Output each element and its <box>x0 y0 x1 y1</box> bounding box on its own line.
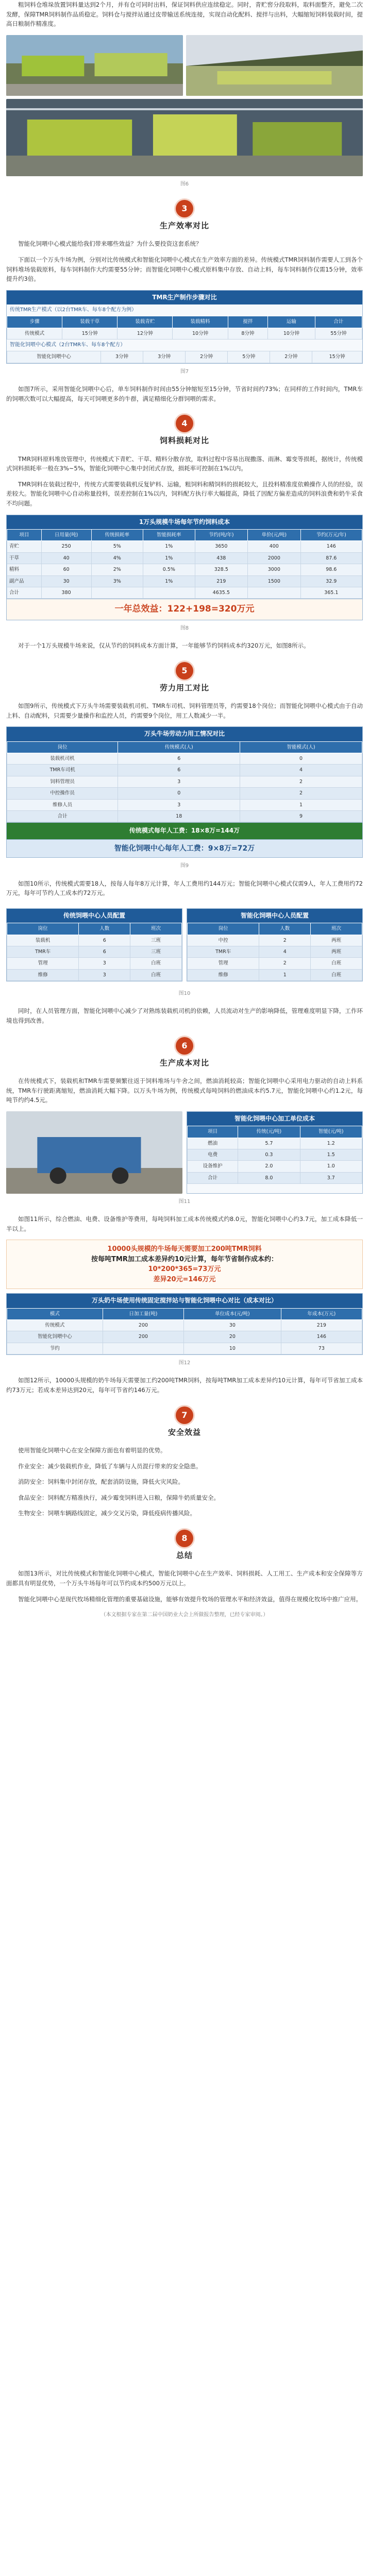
savings-callout-line-4: 差异20元=146万元 <box>153 1275 216 1283</box>
loss-header: 节约(吨/年) <box>195 530 248 541</box>
table-row <box>7 799 362 810</box>
fuel-cell: 智能化饲喂中心 <box>7 1331 103 1343</box>
table-row <box>188 1149 362 1160</box>
loss-cell: 1% <box>143 541 195 552</box>
loss-cell: 1% <box>143 552 195 564</box>
section-8-title: 总结 <box>176 1551 193 1560</box>
fuel-cell: 146 <box>281 1331 362 1343</box>
table-row <box>7 564 362 575</box>
traditional-roster-table <box>7 923 182 981</box>
labor-cell: 0 <box>240 753 362 765</box>
cost-cell: 1.5 <box>300 1149 362 1160</box>
cost-cell: 燃油 <box>188 1138 238 1149</box>
figure-10-caption: 图10 <box>178 991 191 997</box>
table-row <box>7 328 362 339</box>
tmr-trad-cell: 传统模式 <box>7 328 62 339</box>
loss-cell: 干草 <box>7 552 42 564</box>
loss-cell: 5% <box>91 541 143 552</box>
processing-cost-header-row <box>7 1308 362 1319</box>
cost-cell: 1.2 <box>300 1138 362 1149</box>
tmr-header-step: 步骤 <box>7 316 62 328</box>
table-row <box>7 541 362 552</box>
fuel-cell: 20 <box>184 1331 281 1343</box>
roster-cell: TMR车 <box>188 946 259 958</box>
loss-cell: 219 <box>195 575 248 587</box>
table-row <box>7 810 362 822</box>
feed-saving-panel <box>6 515 363 620</box>
section-6-paragraph-3: 如图12所示，10000头规模的奶牛场每天需要加工约200吨TMR饲料，按每吨TMR加工成本差异约10元计算，每年可节省加工成本约73万元；若成本差异达到20元，每年可节省约146万元。 <box>6 1377 363 1394</box>
loss-cell: 副产品 <box>7 575 42 587</box>
fuel-cell: 节约 <box>7 1343 103 1354</box>
fuel-cell: 30 <box>184 1320 281 1331</box>
table-row <box>7 552 362 564</box>
traditional-labor-cost-banner: 传统模式每年人工费：18×8万=144万 <box>7 822 362 839</box>
processing-machine-photo <box>6 1111 182 1194</box>
loss-cell: 60 <box>41 564 91 575</box>
tmr-smart-cell: 3分钟 <box>101 351 143 363</box>
section-5-header <box>6 662 363 694</box>
section-5-title: 劳力用工对比 <box>159 683 209 692</box>
tmr-smart-cell: 智能化饲喂中心 <box>7 351 101 363</box>
loss-cell: 4635.5 <box>195 587 248 598</box>
roster-header-row <box>7 923 182 935</box>
section-8-header <box>6 1530 363 1562</box>
roster-cell: 管理 <box>188 958 259 969</box>
labor-cell: 9 <box>240 810 362 822</box>
roster-cell: 两班 <box>311 935 362 946</box>
processing-cost-table <box>7 1308 362 1355</box>
savings-callout-line-3: 10*200*365=73万元 <box>148 1265 221 1274</box>
roster-cell: 4 <box>259 946 311 958</box>
cost-cell: 合计 <box>188 1172 238 1183</box>
cost-header: 智能(元/吨) <box>300 1126 362 1138</box>
tmr-header-total: 合计 <box>315 316 362 328</box>
cost-cell: 5.7 <box>238 1138 300 1149</box>
table-row <box>7 1343 362 1354</box>
section-8-paragraph-1: 如图13所示，对比传统模式和智能化饲喂中心模式，智能化饲喂中心在生产效率、饲料损耗、人工用工、生产成本和安全保障等方面都具有明显优势，一个万头牛场每年可以节约成本约500万元以上。 <box>6 1570 363 1587</box>
section-4-paragraph-2: TMR饲料在装载过程中，传统方式需要装载机反复铲料、运输，粗饲料和精饲料的损耗较大，且投料精准度依赖操作人员的经验，误差较大。智能化饲喂中心自动称量投料，误差控制在1%以内，饲料配方执行率大幅提高，降低了因配方偏差造成的饲料浪费和奶牛采食不均问题。 <box>6 480 363 507</box>
roster-cell: 3 <box>79 969 130 980</box>
fuel-cell <box>103 1343 183 1354</box>
roster-cell: 1 <box>259 969 311 980</box>
section-7-number: 7 <box>176 1406 193 1424</box>
figure-11-caption: 图11 <box>178 1198 191 1205</box>
loss-cell: 青贮 <box>7 541 42 552</box>
section-7-paragraph: 使用智能化饲喂中心在安全保障方面也有着明显的优势。 <box>18 1446 166 1454</box>
labor-cell: 1 <box>240 799 362 810</box>
labor-header-row <box>7 741 362 753</box>
cost-header: 项目 <box>188 1126 238 1138</box>
loss-cell: 98.6 <box>300 564 362 575</box>
table-row <box>7 765 362 776</box>
fuel-cell: 219 <box>281 1320 362 1331</box>
labor-cell: 0 <box>118 788 240 799</box>
section-6-paragraph-2: 如图11所示，综合燃油、电费、设备维护等费用，每吨饲料加工成本传统模式约8.0元，智能化饲喂中心约3.7元，加工成本降低一半以上。 <box>6 1215 363 1232</box>
section-3-paragraph-1: 智能化饲喂中心模式能给我们带来哪些效益？为什么要投资这套系统？ <box>18 240 202 248</box>
figure-8-caption: 图8 <box>180 625 189 631</box>
table-row <box>7 788 362 799</box>
roster-cell: 6 <box>79 935 130 946</box>
section-4-paragraph-3: 对于一个1万头规模牛场来说，仅从节约的饲料成本方面计算，一年能够节约饲料成本约320万元，如图8所示。 <box>18 642 310 650</box>
tmr-trad-caption: 传统TMR生产模式（以2台TMR车、每车8个配方为例） <box>10 307 137 313</box>
tmr-smart-caption: 智能化饲喂中心模式（2台TMR车、每车8个配方） <box>10 342 126 348</box>
loss-header: 日用量(吨) <box>41 530 91 541</box>
table-row <box>7 969 182 980</box>
cost-cell: 设备维护 <box>188 1161 238 1172</box>
safety-item-food: 食品安全：饲料配方精准执行，减少霉变饲料进入日粮，保障牛奶质量安全。 <box>18 1494 220 1501</box>
loss-cell: 2000 <box>248 552 301 564</box>
tmr-trad-cell: 10分钟 <box>268 328 315 339</box>
smart-roster-table <box>187 923 362 981</box>
loss-cell: 438 <box>195 552 248 564</box>
tmr-trad-cell: 12分钟 <box>118 328 173 339</box>
tmr-smart-cell: 15分钟 <box>312 351 362 363</box>
section-7-title: 安全效益 <box>167 1427 201 1437</box>
tmr-compare-panel <box>6 290 363 364</box>
loss-cell: 3000 <box>248 564 301 575</box>
processing-cost-title: 万头奶牛场使用传统固定搅拌站与智能化饲喂中心对比（成本对比） <box>7 1294 362 1308</box>
loss-cell: 1500 <box>248 575 301 587</box>
roster-header: 班次 <box>130 923 182 935</box>
section-5-paragraph-1: 如图9所示，传统模式下万头牛场需要装载机司机、TMR车司机、饲料管理员等，约需要18个岗位；而智能化饲喂中心模式由于自动上料、自动配料，只需要少量操作和监控人员，约需要9个岗位，用工人数减少一半。 <box>6 702 363 719</box>
roster-cell: 白班 <box>130 958 182 969</box>
labor-panel <box>6 726 363 858</box>
loss-cell: 250 <box>41 541 91 552</box>
tmr-smart-table <box>7 351 362 363</box>
roster-comparison <box>6 904 363 986</box>
roster-cell: 3 <box>79 958 130 969</box>
section-3-number: 3 <box>176 200 193 217</box>
figure-9-caption: 图9 <box>180 863 189 869</box>
tmr-header-mix: 搅拌 <box>228 316 268 328</box>
tmr-header-silage: 装载青贮 <box>118 316 173 328</box>
cost-cell: 0.3 <box>238 1149 300 1160</box>
fuel-header: 日加工量(吨) <box>103 1308 183 1319</box>
labor-cell: 中控操作员 <box>7 788 118 799</box>
cost-header: 传统(元/吨) <box>238 1126 300 1138</box>
labor-cell: 维修人员 <box>7 799 118 810</box>
figure-7-caption: 图7 <box>180 368 189 375</box>
cost-cell: 1.0 <box>300 1161 362 1172</box>
loss-cell: 精料 <box>7 564 42 575</box>
loss-cell: 4% <box>91 552 143 564</box>
feed-saving-title: 1万头规模牛场每年节约饲料成本 <box>7 515 362 529</box>
roster-cell: 白班 <box>311 958 362 969</box>
table-row <box>7 935 182 946</box>
table-row <box>7 753 362 765</box>
feed-storage-photo <box>6 35 183 96</box>
feed-saving-header-row <box>7 530 362 541</box>
fuel-cell: 传统模式 <box>7 1320 103 1331</box>
section-3-title: 生产效率对比 <box>159 221 209 231</box>
labor-cell: 合计 <box>7 810 118 822</box>
roster-cell: 2 <box>259 958 311 969</box>
fuel-cell: 10 <box>184 1343 281 1354</box>
tmr-header-concentrate: 装载精料 <box>173 316 228 328</box>
table-row <box>7 776 362 787</box>
section-8-number: 8 <box>176 1530 193 1547</box>
loss-cell: 3650 <box>195 541 248 552</box>
roster-cell: 装载机 <box>7 935 79 946</box>
table-row <box>188 1172 362 1183</box>
smart-labor-cost-banner: 智能化饲喂中心每年人工费：9×8万=72万 <box>7 839 362 858</box>
loss-cell <box>143 587 195 598</box>
roster-cell: 中控 <box>188 935 259 946</box>
roster-cell: 白班 <box>130 969 182 980</box>
loss-cell: 40 <box>41 552 91 564</box>
labor-cell: TMR车司机 <box>7 765 118 776</box>
loss-cell: 30 <box>41 575 91 587</box>
table-row <box>7 351 362 363</box>
savings-callout-line-1: 10000头规模的牛场每天需要加工200吨TMR饲料 <box>107 1245 262 1253</box>
safety-item-operation: 作业安全：减少装载机作业，降低了车辆与人员混行带来的安全隐患。 <box>18 1462 202 1470</box>
fuel-cell: 200 <box>103 1320 183 1331</box>
traditional-roster-title: 传统饲喂中心人员配置 <box>7 909 182 923</box>
loss-cell <box>248 587 301 598</box>
labor-cell: 6 <box>118 753 240 765</box>
table-row <box>7 946 182 958</box>
figure-6-caption: 图6 <box>180 181 189 187</box>
section-6-paragraph-1: 在传统模式下，装载机和TMR车需要频繁往返于饲料堆场与牛舍之间，燃油消耗较高；智能化饲喂中心采用电力驱动的自动上料系统，TMR车行驶距离缩短，燃油消耗大幅下降。以万头牛场为例，传统模式每吨饲料的燃油成本约5.7元，智能化饲喂中心约1.2元，每吨节约约4.5元。 <box>6 1077 363 1104</box>
roster-cell: 三班 <box>130 935 182 946</box>
tmr-header-transport: 运输 <box>268 316 315 328</box>
section-4-title: 饲料损耗对比 <box>159 436 209 446</box>
section-3-paragraph-3: 如图7所示，采用智能化饲喂中心后，单车饲料制作时间由55分钟缩短至15分钟，节省时间约73%；在同样的工作时间内，TMR车的饲喂次数可以大幅提高，每天可饲喂更多的牛群，满足精细化分群饲喂的需求。 <box>6 385 363 402</box>
section-6-number: 6 <box>176 1037 193 1055</box>
labor-cell: 饲料管理员 <box>7 776 118 787</box>
processing-cost-panel <box>6 1293 363 1355</box>
labor-header: 岗位 <box>7 741 118 753</box>
tmr-trad-cell: 10分钟 <box>173 328 228 339</box>
feed-center-photos <box>6 35 363 176</box>
loss-cell: 146 <box>300 541 362 552</box>
roster-header: 人数 <box>259 923 311 935</box>
loss-cell: 2% <box>91 564 143 575</box>
roster-header: 岗位 <box>7 923 79 935</box>
table-row <box>188 969 362 980</box>
section-5-number: 5 <box>176 662 193 680</box>
tmr-compare-header-row <box>7 316 362 328</box>
table-row <box>188 1161 362 1172</box>
labor-cell: 18 <box>118 810 240 822</box>
figure-12-caption: 图12 <box>178 1360 191 1366</box>
safety-item-fire: 消防安全：饲料集中封闭存放，配套消防设施，降低火灾风险。 <box>18 1478 184 1486</box>
section-5-paragraph-2: 如图10所示，传统模式需要18人，按每人每年8万元计算，年人工费用约144万元；智能化饲喂中心模式仅需9人，年人工费用约72万元，每年可节约人工成本约72万元。 <box>6 879 363 897</box>
table-row <box>7 958 182 969</box>
fuel-header: 模式 <box>7 1308 103 1319</box>
unit-cost-title: 智能化饲喂中心加工单位成本 <box>187 1112 362 1126</box>
table-row <box>188 935 362 946</box>
tmr-smart-cell: 3分钟 <box>143 351 186 363</box>
roster-cell: 白班 <box>311 969 362 980</box>
table-row <box>7 1331 362 1343</box>
section-4-header <box>6 415 363 447</box>
traditional-roster-panel <box>6 908 182 981</box>
intro-paragraph: 粗饲料仓堆垛放置饲料量达到2个月，并有仓可同时出料，保证饲料供应连续稳定。同时，青贮窖分段取料，取料面整齐，避免二次发酵，保障TMR饲料制作品质稳定。饲料仓与搅拌站通过皮带输送系统连接，实现自动化配料、搅拌与出料，大幅缩短饲料装载时间，提高日粮制作精准度。 <box>6 1 363 28</box>
roster-cell: 维修 <box>188 969 259 980</box>
roster-header: 岗位 <box>188 923 259 935</box>
loss-header: 单价(元/吨) <box>248 530 301 541</box>
tmr-trad-cell: 15分钟 <box>62 328 118 339</box>
section-6-header <box>6 1037 363 1069</box>
loss-cell: 400 <box>248 541 301 552</box>
roster-cell: 三班 <box>130 946 182 958</box>
loss-cell <box>91 587 143 598</box>
table-row <box>188 1138 362 1149</box>
loss-cell: 87.6 <box>300 552 362 564</box>
section-4-paragraph-1: TMR饲料原料堆放管理中，传统模式下青贮、干草、精料分散存放，取料过程中容易出现撒落、雨淋、霉变等损耗，据统计，传统模式饲料损耗率一般在3%~5%，智能化饲喂中心集中封闭式存放，损耗率可控制在1%以内。 <box>6 455 363 472</box>
section-4-number: 4 <box>176 415 193 432</box>
unit-cost-table <box>187 1126 362 1184</box>
section-8-paragraph-2: 智能化饲喂中心是现代牧场精细化管理的重要基础设施，能够有效提升牧场的管理水平和经济效益，值得在规模化牧场中推广应用。 <box>18 1595 362 1603</box>
loss-cell: 380 <box>41 587 91 598</box>
tmr-compare-title: TMR生产制作步骤对比 <box>7 291 362 304</box>
tmr-compare-table <box>7 316 362 340</box>
tmr-trad-cell: 8分钟 <box>228 328 268 339</box>
roster-header: 人数 <box>79 923 130 935</box>
smart-roster-title: 智能化饲喂中心人员配置 <box>187 909 362 923</box>
labor-cell: 3 <box>118 799 240 810</box>
labor-cell: 3 <box>118 776 240 787</box>
tmr-smart-cell: 2分钟 <box>186 351 228 363</box>
loss-cell: 合计 <box>7 587 42 598</box>
roster-cell: 维修 <box>7 969 79 980</box>
smart-roster-panel <box>187 908 363 981</box>
cost-cell: 电费 <box>188 1149 238 1160</box>
roster-cell: TMR车 <box>7 946 79 958</box>
labor-cell: 6 <box>118 765 240 776</box>
conveyor-system-photo <box>6 99 363 176</box>
table-row <box>7 587 362 598</box>
section-6-title: 生产成本对比 <box>159 1058 209 1067</box>
roster-header-row <box>188 923 362 935</box>
roster-cell: 两班 <box>311 946 362 958</box>
table-row <box>188 958 362 969</box>
tmr-trad-cell: 55分钟 <box>315 328 362 339</box>
savings-callout <box>6 1240 363 1289</box>
labor-panel-title: 万头牛场劳动力用工情况对比 <box>7 727 362 741</box>
fuel-cell: 200 <box>103 1331 183 1343</box>
section-3-paragraph-2: 下面以一个万头牛场为例，分别对比传统模式和智能化饲喂中心模式在生产效率方面的差异。传统模式TMR饲料制作需要人工到各个饲料堆场装载原料，每车饲料制作大约需要55分钟；而智能化饲喂中心模式原料集中存放、自动上料，每车饲料制作仅需15分钟，效率提升约3倍。 <box>6 256 363 283</box>
roster-cell: 管理 <box>7 958 79 969</box>
source-footnote: （本文根据专家在第二届中国奶业大会上所做报告整理，已经专家审阅。） <box>100 1612 269 1618</box>
cost-figure <box>6 1111 363 1194</box>
annual-benefit-banner: 一年总效益：122+198=320万元 <box>7 599 362 620</box>
labor-cell: 2 <box>240 788 362 799</box>
cost-cell: 2.0 <box>238 1161 300 1172</box>
feed-saving-table <box>7 529 362 599</box>
cost-cell: 3.7 <box>300 1172 362 1183</box>
roster-header: 班次 <box>311 923 362 935</box>
loss-header: 传统损耗率 <box>91 530 143 541</box>
loss-header: 节约(万元/年) <box>300 530 362 541</box>
labor-cell: 装载机司机 <box>7 753 118 765</box>
loss-cell: 365.1 <box>300 587 362 598</box>
fuel-header: 单位成本(元/吨) <box>184 1308 281 1319</box>
loss-cell: 3% <box>91 575 143 587</box>
loss-cell: 32.9 <box>300 575 362 587</box>
tmr-header-hay: 装载干草 <box>62 316 118 328</box>
fuel-cell: 73 <box>281 1343 362 1354</box>
unit-cost-header-row <box>188 1126 362 1138</box>
silage-bunker-photo <box>186 35 363 96</box>
loss-header: 智能损耗率 <box>143 530 195 541</box>
safety-item-biosecurity: 生物安全：饲喂车辆路线固定，减少交叉污染，降低疫病传播风险。 <box>18 1510 196 1517</box>
tmr-smart-cell: 2分钟 <box>270 351 312 363</box>
loss-cell: 1% <box>143 575 195 587</box>
labor-cell: 2 <box>240 776 362 787</box>
section-5-paragraph-3: 同时，在人员管理方面，智能化饲喂中心减少了对熟练装载机司机的依赖，人员流动对生产的影响降低，管理难度明显下降，工作环境也得到改善。 <box>6 1007 363 1024</box>
labor-header: 智能模式(人) <box>240 741 362 753</box>
roster-cell: 6 <box>79 946 130 958</box>
tmr-smart-cell: 5分钟 <box>228 351 270 363</box>
unit-cost-panel <box>187 1111 363 1194</box>
table-row <box>7 1320 362 1331</box>
labor-header: 传统模式(人) <box>118 741 240 753</box>
fuel-header: 年成本(万元) <box>281 1308 362 1319</box>
savings-callout-line-2: 按每吨TMR加工成本差异约10元计算，每年节省制作成本约： <box>91 1255 278 1263</box>
table-row <box>7 575 362 587</box>
loss-cell: 328.5 <box>195 564 248 575</box>
roster-cell: 2 <box>259 935 311 946</box>
section-3-header <box>6 200 363 232</box>
cost-cell: 8.0 <box>238 1172 300 1183</box>
loss-cell: 0.5% <box>143 564 195 575</box>
labor-table <box>7 741 362 823</box>
section-7-header <box>6 1406 363 1438</box>
loss-header: 项目 <box>7 530 42 541</box>
table-row <box>188 946 362 958</box>
labor-cell: 4 <box>240 765 362 776</box>
